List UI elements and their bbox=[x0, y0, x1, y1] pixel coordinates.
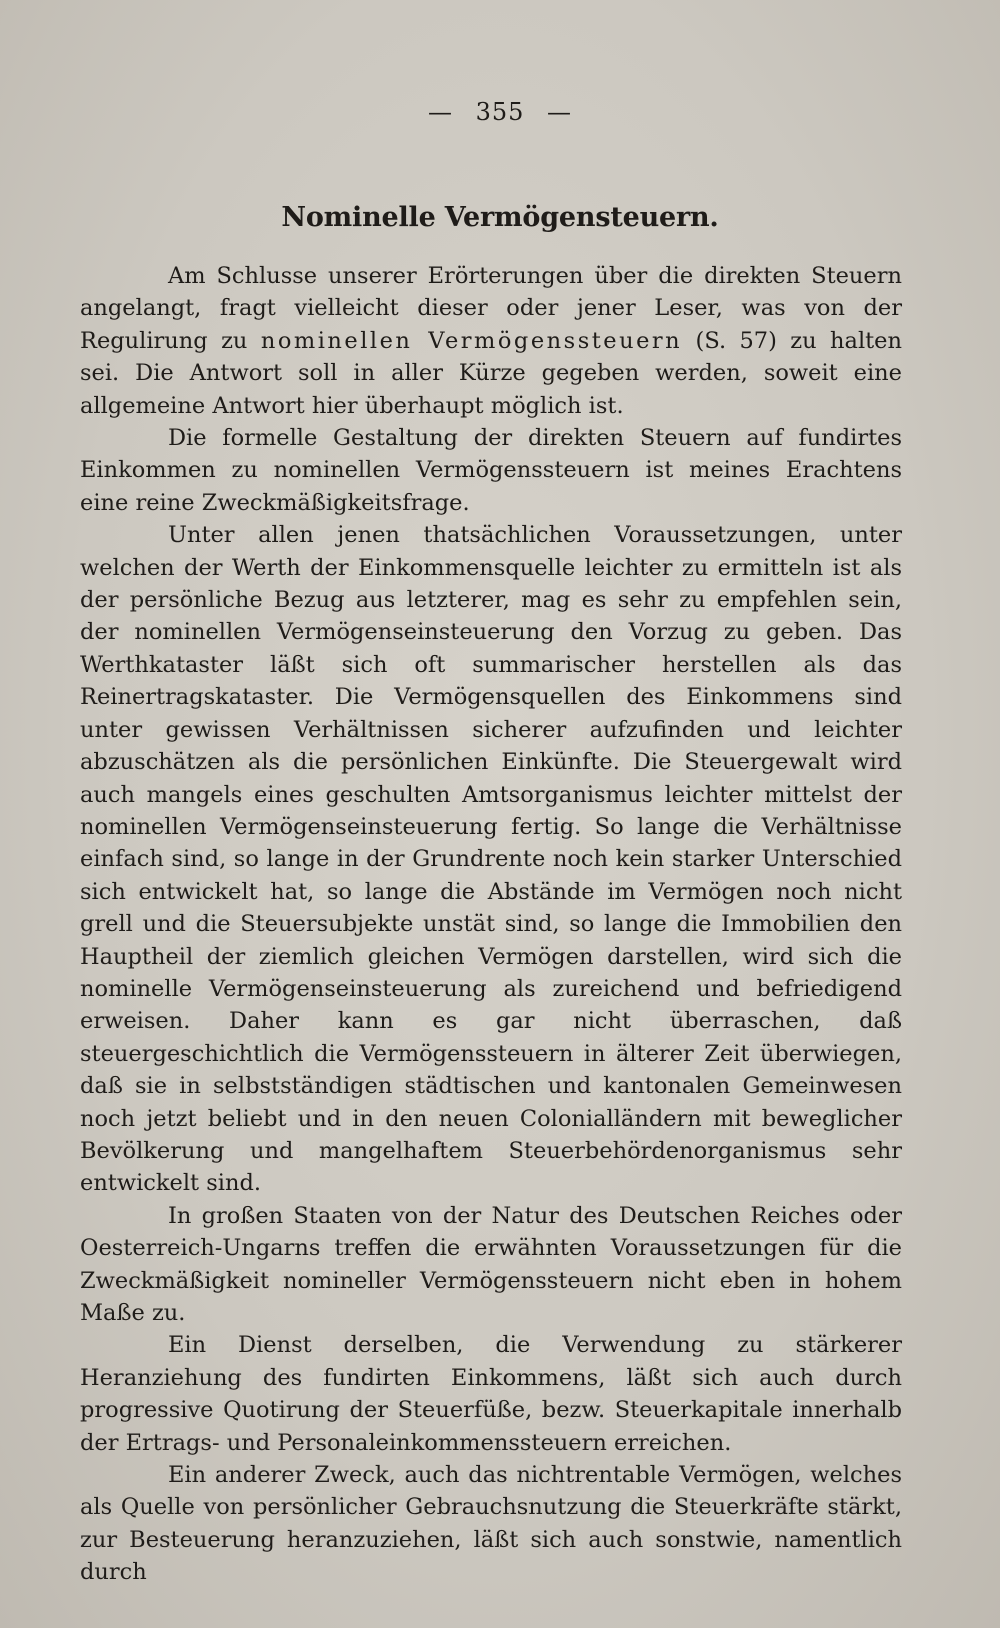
section-heading: Nominelle Vermögensteuern. bbox=[281, 202, 719, 233]
paragraph-6: Ein anderer Zweck, auch das nichtrentable Vermögen, welches als Quelle von persönlicher Gebrauchsnutzung die Steuerkräfte stärkt, zur Besteuerung heranzuziehen, läßt sich auch sonstwie, namentlich durch bbox=[80, 1462, 902, 1586]
body-text bbox=[80, 260, 902, 1589]
paragraph-2: Die formelle Gestaltung der direkten Steuern auf fundirtes Einkommen zu nominellen Vermögenssteuern ist meines Erachtens eine reine Zweckmäßigkeitsfrage. bbox=[80, 425, 902, 516]
paragraph-1 bbox=[80, 260, 902, 422]
paragraph-1-text: Am Schlusse unserer Erörterungen über die direkten Steuern angelangt, fragt vielleicht dieser oder jener Leser, was von der Regulirung zu bbox=[80, 263, 902, 354]
paragraph-1-text-end: (S. 57) zu halten sei. Die Antwort soll in aller Kürze gegeben werden, soweit eine allgemeine Antwort hier überhaupt möglich ist. bbox=[80, 327, 902, 419]
paragraph-3: Unter allen jenen thatsächlichen Voraussetzungen, unter welchen der Werth der Einkommensquelle leichter zu ermitteln ist als der persönliche Bezug aus letzterer, mag es sehr zu empfehlen sein, der nominellen Vermögenseinsteuerung den Vorzug zu geben. Das Werthkataster läßt sich oft summarischer herstellen als das Reinertragskataster. Die Vermögensquellen des Einkommens sind unter gewissen Verhältnissen sicherer aufzufinden und leichter abzuschätzen als die persönlichen Einkünfte. Die Steuergewalt wird auch mangels eines geschulten Amtsorganismus leichter mittelst der nominellen Vermögenseinsteuerung fertig. So lange die Verhältnisse einfach sind, so lange in der Grundrente noch kein starker Unterschied sich entwickelt hat, so lange die Abstände im Vermögen noch nicht grell und die Steuersubjekte unstät sind, so lange die Immobilien den Hauptheil der ziemlich gleichen Vermögen darstellen, wird sich die nominelle Vermögenseinsteuerung als zureichend und befriedigend erweisen. Daher kann es gar nicht überraschen, daß steuergeschichtlich die Vermögenssteuern in älterer Zeit überwiegen, daß sie in selbstständigen städtischen und kantonalen Gemeinwesen noch jetzt beliebt und in den neuen Colonialländern mit beweglicher Bevölkerung und mangelhaftem Steuerbehördenorganismus sehr entwickelt sind. bbox=[80, 522, 902, 1197]
paragraph-1-emphasis: nominellen Vermögenssteuern bbox=[260, 327, 683, 354]
paragraph-5: Ein Dienst derselben, die Verwendung zu stärkerer Heranziehung des fundirten Einkommens, läßt sich auch durch progressive Quotirung der Steuerfüße, bezw. Steuerkapitale innerhalb der Ertrags- und Personaleinkommenssteuern erreichen. bbox=[80, 1332, 902, 1456]
page-number: — 355 — bbox=[427, 98, 573, 126]
paragraph-4: In großen Staaten von der Natur des Deutschen Reiches oder Oesterreich-Ungarns treffen die erwähnten Voraussetzungen für die Zweckmäßigkeit nomineller Vermögenssteuern nicht eben in hohem Maße zu. bbox=[80, 1202, 902, 1326]
